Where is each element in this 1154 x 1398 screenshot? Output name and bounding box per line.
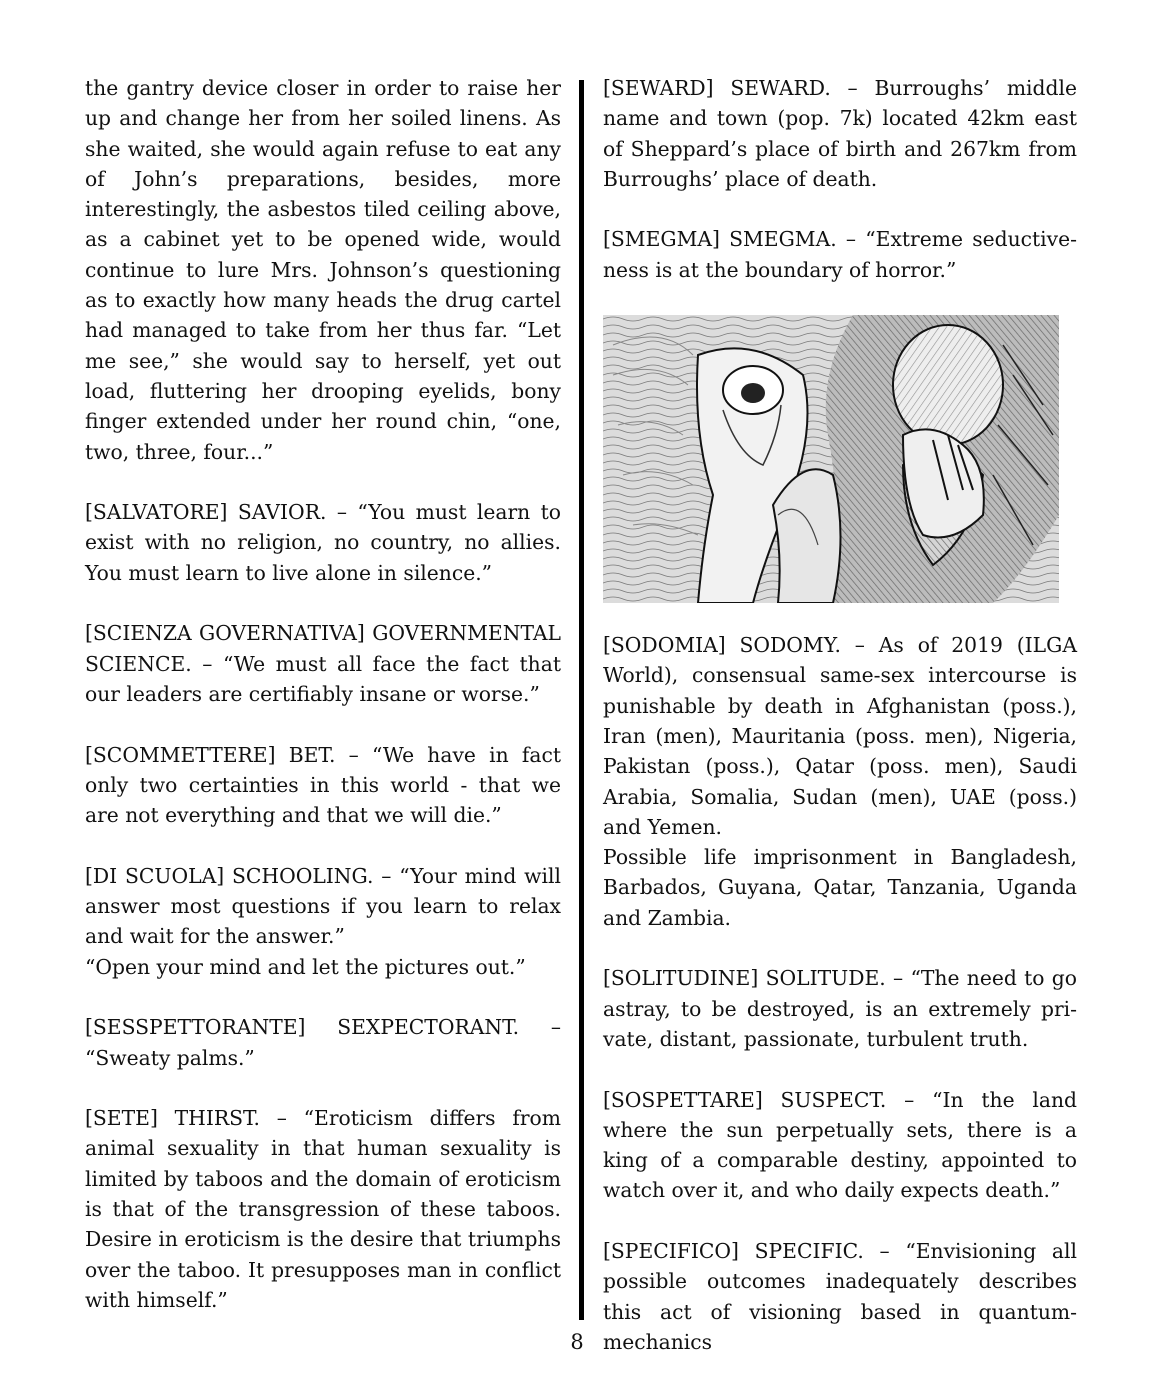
entry-solitudine: [SOLITUDINE] SOLITUDE. – “The need to go astray, to be destroyed, is an extremely private, distant, passionate, turbulent truth.: [603, 966, 1077, 1051]
entry-smegma: [SMEGMA] SMEGMA. – “Extreme seductiveness is at the boundary of horror.”: [603, 227, 1077, 282]
right-column: [603, 73, 1077, 1357]
ink-illustration: [603, 315, 1059, 603]
entry-sodomia: [SODOMIA] SODOMY. – As of 2019 (ILGA World), consensual same-sex intercourse is punishable by death in Afghanistan (poss.), Iran (men), Mauritania (poss. men), Nigeria, Pakistan (poss.), Qatar (poss. men), Saudi Arabia, Somalia, Sudan (men), UAE (poss.) and Yemen.: [603, 633, 1077, 839]
column-divider: [579, 80, 584, 1320]
entry-di-scuola: [DI SCUOLA] SCHOOLING. – “Your mind will answer most questions if you learn to relax and wait for the answer.”: [85, 863, 561, 949]
entry-scommettere: [SCOMMETTERE] BET. – “We have in fact only two certainties in this world - that we are not everything and that we will die.”: [85, 742, 561, 828]
left-column: [85, 73, 561, 1315]
entry-sospettare: [SOSPETTARE] SUSPECT. – “In the land where the sun perpetually sets, there is a king of a comparable destiny, appointed to watch over it, and who daily expects death.”: [603, 1087, 1077, 1203]
entry-sodomia-continued: Possible life imprisonment in Bangladesh, Barbados, Guyana, Qatar, Tanzania, Uganda and Zambia.: [603, 845, 1077, 930]
paragraph-continuation: the gantry device closer in order to raise her up and change her from her soiled linens. As she waited, she would again refuse to eat any of John’s preparations, besides, more interestingly, the asbestos tiled ceiling above, as a cabinet yet to be opened wide, would continue to lure Mrs. Johnson’s questioning as to exactly how many heads the drug cartel had managed to take from her thus far. “Let me see,” she would say to herself, yet out load, fluttering her drooping eyelids, bony finger extended under her round chin, “one, two, three, four...”: [85, 76, 561, 464]
entry-di-scuola-quote: “Open your mind and let the pictures out.”: [85, 954, 526, 979]
page-number: 8: [570, 1330, 584, 1354]
entry-sete: [SETE] THIRST. – “Eroticism differs from animal sexuality in that human sexuality is limited by taboos and the domain of eroticism is that of the transgression of these taboos. Desire in eroticism is the desire that triumphs over the taboo. It presupposes man in conflict with himself.”: [85, 1106, 561, 1312]
entry-specifico: [SPECIFICO] SPECIFIC. – “Envisioning all possible outcomes inadequately describes this act of visioning based in quantum-mechanics: [603, 1239, 1077, 1354]
entry-seward: [SEWARD] SEWARD. – Burroughs’ middle name and town (pop. 7k) located 42km east of Sheppard’s place of birth and 267km from Burroughs’ place of death.: [603, 76, 1077, 191]
entry-salvatore: [SALVATORE] SAVIOR. – “You must learn to exist with no religion, no country, no allies. You must learn to live alone in silence.”: [85, 500, 561, 585]
entry-scienza-governativa: [SCIENZA GOVERNATIVA] GOVERNMENTAL SCIENCE. – “We must all face the fact that our leaders are certifiably insane or worse.”: [85, 621, 561, 706]
entry-sesspettorante: [SESSPETTORANTE] SEXPECTORANT. – “Sweaty palms.”: [85, 1015, 561, 1070]
